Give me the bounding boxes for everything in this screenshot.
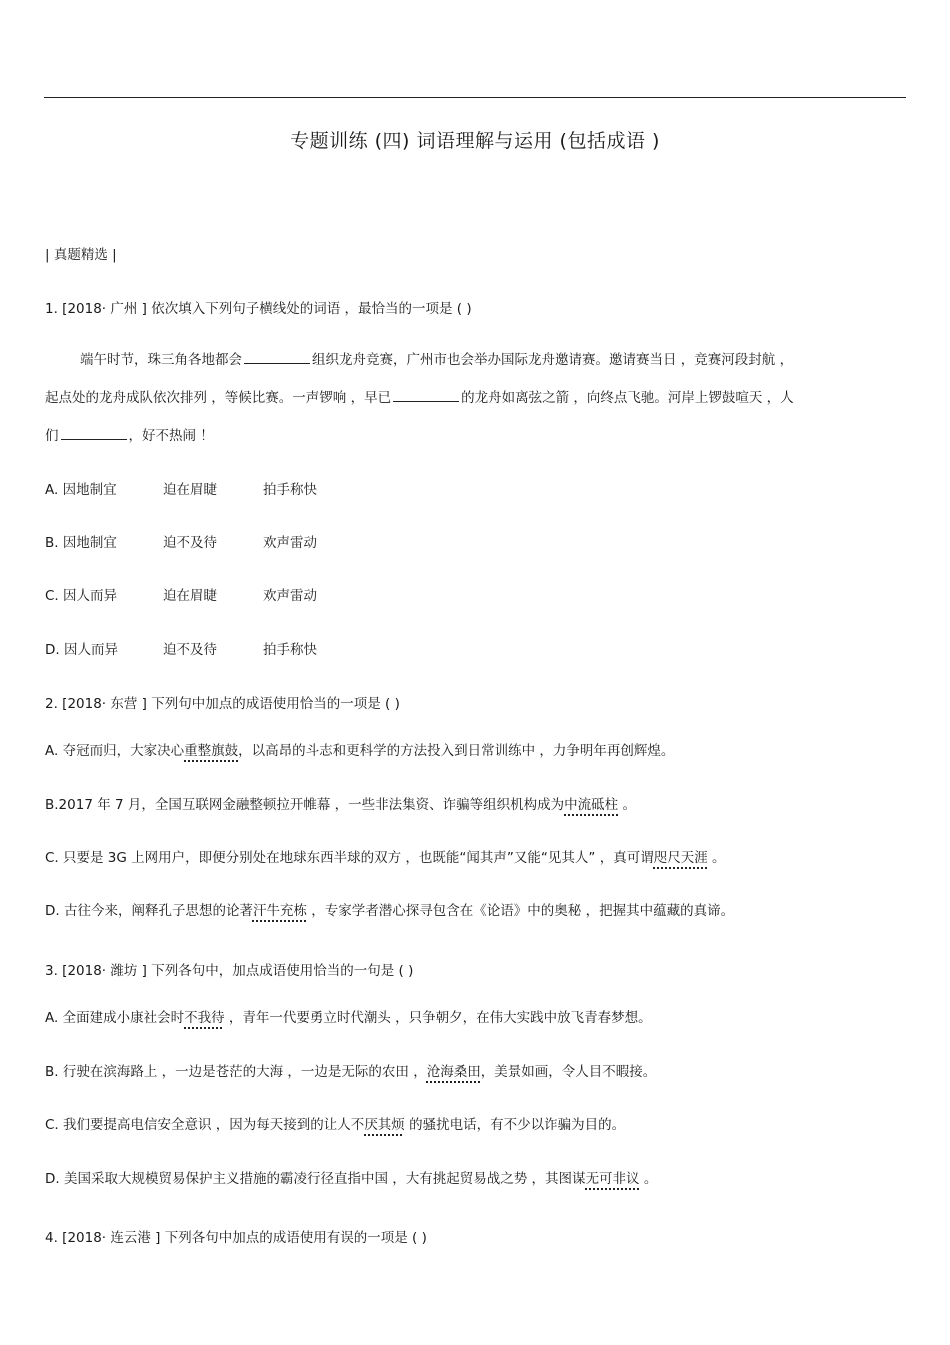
q1-option-a: A. 因地制宜 bbox=[45, 482, 117, 498]
q1-option-d: D. 因人而异 bbox=[45, 642, 118, 658]
q3-a-idiom: 不我待 bbox=[184, 1010, 225, 1026]
q1-passage-line1: 端午时节，珠三角各地都会 组织龙舟竞赛，广州市也会举办国际龙舟邀请赛。邀请赛当日 ，竞赛河段封航 ， bbox=[80, 352, 794, 368]
q1-option-b: B. 因地制宜 bbox=[45, 535, 117, 551]
q2-option-c: C. 只要是 3G 上网用户，即便分别处在地球东西半球的双方 ，也既能“闻其声”又能“见其人” ，真可谓咫尺天涯 。 bbox=[45, 850, 726, 866]
q1-passage-line3: 们 ，好不热闹 ！ bbox=[45, 428, 214, 444]
q2-c-idiom: 咫尺天涯 bbox=[653, 850, 708, 866]
q3-option-b: B. 行驶在滨海路上 ，一边是苍茫的大海 ，一边是无际的农田 ，沧海桑田，美景如画，令人目不暇接。 bbox=[45, 1064, 657, 1080]
header-rule bbox=[44, 97, 906, 98]
fill-blank-1 bbox=[244, 351, 310, 364]
q1-option-d-b: 迫不及待 bbox=[163, 642, 217, 658]
fill-blank-2 bbox=[393, 389, 459, 402]
q2-b-idiom: 中流砥柱 bbox=[564, 797, 619, 813]
q1-option-b-c: 欢声雷动 bbox=[263, 535, 317, 551]
q1-passage-line2: 起点处的龙舟成队依次排列 ，等候比赛。一声锣响 ，早已 的龙舟如离弦之箭 ，向终点飞驰。河岸上锣鼓喧天 ，人 bbox=[45, 390, 794, 406]
q4-heading: 4. [2018· 连云港 ] 下列各句中加点的成语使用有误的一项是 ( ) bbox=[45, 1230, 427, 1246]
q3-option-a: A. 全面建成小康社会时不我待 ，青年一代要勇立时代潮头 ，只争朝夕，在伟大实践中放飞青春梦想。 bbox=[45, 1010, 652, 1026]
q1-option-a-c: 拍手称快 bbox=[263, 482, 317, 498]
q3-b-idiom: 沧海桑田 bbox=[426, 1064, 481, 1080]
section-label: | 真题精选 | bbox=[45, 247, 117, 263]
q1-option-d-c: 拍手称快 bbox=[263, 642, 317, 658]
q1-heading: 1. [2018· 广州 ] 依次填入下列句子横线处的词语 ，最恰当的一项是 ( ) bbox=[45, 301, 472, 317]
page-title: 专题训练 (四) 词语理解与运用 (包括成语 ) bbox=[290, 130, 660, 152]
q1-option-a-b: 迫在眉睫 bbox=[163, 482, 217, 498]
q3-heading: 3. [2018· 潍坊 ] 下列各句中，加点成语使用恰当的一句是 ( ) bbox=[45, 963, 414, 979]
q3-c-idiom: 厌其烦 bbox=[364, 1117, 405, 1133]
q2-a-idiom: 重整旗鼓 bbox=[184, 743, 239, 759]
q2-option-a: A. 夺冠而归，大家决心重整旗鼓，以高昂的斗志和更科学的方法投入到日常训练中 ，力争明年再创辉煌。 bbox=[45, 743, 675, 759]
q3-option-c: C. 我们要提高电信安全意识 ，因为每天接到的让人不厌其烦 的骚扰电话，有不少以诈骗为目的。 bbox=[45, 1117, 626, 1133]
q3-d-idiom: 无可非议 bbox=[585, 1171, 640, 1187]
q1-option-c-b: 迫在眉睫 bbox=[163, 588, 217, 604]
q3-option-d: D. 美国采取大规模贸易保护主义措施的霸凌行径直指中国 ，大有挑起贸易战之势 ，其图谋无可非议 。 bbox=[45, 1171, 658, 1187]
q2-option-b: B.2017 年 7 月，全国互联网金融整顿拉开帷幕 ，一些非法集资、诈骗等组织机构成为中流砥柱 。 bbox=[45, 797, 636, 813]
q2-option-d: D. 古往今来，阐释孔子思想的论著汗牛充栋 ，专家学者潜心探寻包含在《论语》中的奥秘 ，把握其中蕴藏的真谛。 bbox=[45, 903, 735, 919]
q2-heading: 2. [2018· 东营 ] 下列句中加点的成语使用恰当的一项是 ( ) bbox=[45, 696, 400, 712]
q1-option-c-c: 欢声雷动 bbox=[263, 588, 317, 604]
q2-d-idiom: 汗牛充栋 bbox=[252, 903, 307, 919]
q1-option-b-b: 迫不及待 bbox=[163, 535, 217, 551]
q1-option-c: C. 因人而异 bbox=[45, 588, 118, 604]
fill-blank-3 bbox=[61, 427, 127, 440]
